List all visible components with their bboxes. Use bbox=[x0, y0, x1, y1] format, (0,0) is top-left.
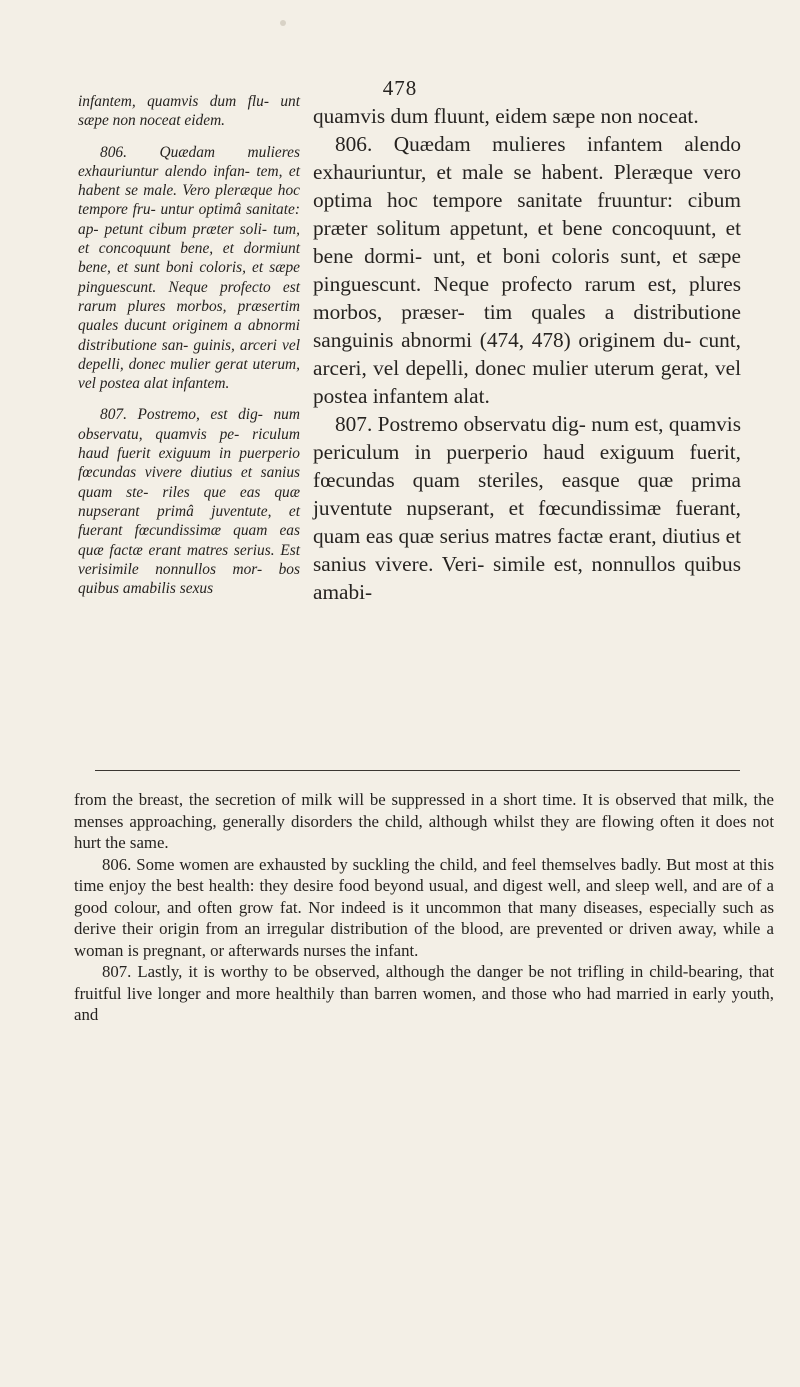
english-paragraph-807: 807. Lastly, it is worthy to be observed, although the danger be not trifling in child-bearing, that fruitful live longer and more healthily than barren women, and those who had married in early youth, and bbox=[74, 962, 774, 1024]
section-divider bbox=[95, 770, 740, 771]
latin-paragraph-806: 806. Quædam mulieres infantem alendo exhauriuntur, et male se habent. Pleræque vero optima hoc tempore sanitate fruuntur: cibum præter solitum appetunt, et bene concoquunt, et bene dormi- unt, et boni coloris sunt, et sæpe pinguescunt. Neque profecto rarum est, plures morbos, præser- tim quales a distributione sanguinis abnormi (474, 478) originem du- cunt, arceri, vel depelli, donec mulier uterum gerat, vel postea infantem alat. bbox=[313, 132, 741, 408]
page-number: 478 bbox=[382, 76, 418, 100]
english-translation bbox=[74, 789, 774, 1026]
latin-paragraph-continuation: quamvis dum fluunt, eidem sæpe non noceat. bbox=[313, 104, 699, 128]
latin-marginal-notes bbox=[78, 92, 300, 598]
english-paragraph-806: 806. Some women are exhausted by suckling the child, and feel themselves badly. But most at this time enjoy the best health: they desire food beyond usual, and digest well, and sleep well, and are of a good colour, and often grow fat. Nor indeed is it uncommon that many diseases, especially such as derive their origin from an irregular distribution of the blood, are prevented or driven away, while a woman is pregnant, or afterwards nurses the infant. bbox=[74, 854, 774, 960]
latin-note-806: 806. Quædam mulieres exhauriuntur alendo infan- tem, et habent se male. Vero pleræque hoc tempore fru- untur optimâ sanitate: ap- petunt cibum præter soli- tum, et concoquunt bene, et dormiunt bene, et sunt boni coloris, et sæpe pinguescunt. Neque profecto est rarum plures morbos, præsertim quales ducunt originem a abnormi distributione san- guinis, arceri vel depelli, donec mulier gerat uterum, vel postea alat infantem. bbox=[78, 143, 300, 393]
paper-blemish bbox=[280, 20, 286, 26]
latin-note-continuation: infantem, quamvis dum flu- unt sæpe non noceat eidem. bbox=[78, 93, 300, 130]
latin-note-807: 807. Postremo, est dig- num observatu, quamvis pe- riculum haud fuerit exiguum in puerperio fœcundas vivere diutius et sanius quam ste- riles que eas quæ nupserant primâ juventute, et fuerant fœcundissimæ quam eas quæ factæ erant matres serius. Est verisimile nonnullos mor- bos quibus amabilis sexus bbox=[78, 406, 300, 598]
english-paragraph-continuation: from the breast, the secretion of milk will be suppressed in a short time. It is observed that milk, the menses approaching, generally disorders the child, although whilst they are flowing often it does not hurt the same. bbox=[74, 790, 774, 852]
latin-paragraph-807: 807. Postremo observatu dig- num est, quamvis periculum in puerperio haud exiguum fuerit, fœcundas quam steriles, easque quæ prima juventute nupserant, et fœcundissimæ fuerant, quam eas quæ serius matres factæ erant, diutius et sanius vivere. Veri- simile est, nonnullos quibus amabi- bbox=[313, 412, 741, 604]
latin-main-text bbox=[313, 102, 741, 606]
